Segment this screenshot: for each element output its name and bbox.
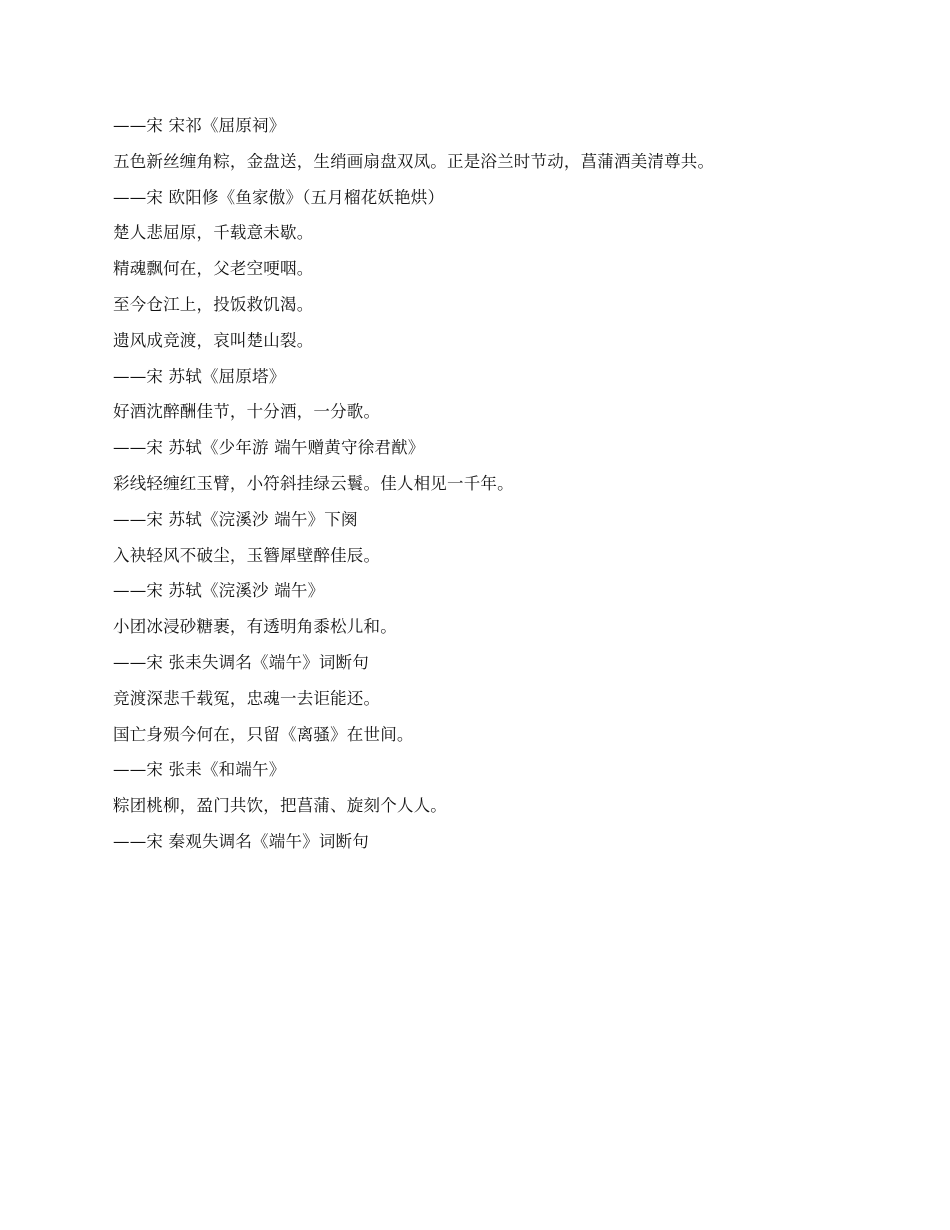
attribution-line: ——宋 张耒失调名《端午》词断句: [113, 652, 369, 672]
verse-line: 小团冰浸砂糖裹，有透明角黍松儿和。: [113, 617, 397, 637]
verse-line: 粽团桃柳，盈门共饮，把菖蒲、旋刻个人人。: [113, 796, 447, 816]
attribution-line: ——宋 欧阳修《鱼家傲》（五月榴花妖艳烘）: [113, 187, 445, 207]
attribution-line: ——宋 宋祁《屈原祠》: [113, 116, 286, 135]
verse-line: 遗风成竞渡，哀叫楚山裂。: [113, 330, 314, 350]
attribution-line: ——宋 苏轼《少年游 端午赠黄守徐君猷》: [113, 438, 425, 458]
attribution-line: ——宋 秦观失调名《端午》词断句: [113, 831, 369, 851]
verse-line: 国亡身殒今何在，只留《离骚》在世间。: [113, 724, 414, 744]
verse-line: 彩线轻缠红玉臂，小符斜挂绿云鬟。佳人相见一千年。: [113, 473, 514, 493]
attribution-line: ——宋 苏轼《浣溪沙 端午》下阕: [113, 509, 358, 529]
poem-text-block: [113, 108, 903, 860]
verse-line: 楚人悲屈原，千载意未歇。: [113, 223, 314, 243]
verse-line: 精魂飘何在，父老空哽咽。: [113, 259, 314, 279]
verse-line: 入袂轻风不破尘，玉簪犀壁醉佳辰。: [113, 545, 381, 565]
attribution-line: ——宋 张耒《和端午》: [113, 760, 286, 780]
attribution-line: ——宋 苏轼《屈原塔》: [113, 366, 286, 386]
verse-line: 竞渡深悲千载冤，忠魂一去讵能还。: [113, 688, 381, 708]
verse-line: 好酒沈醉酬佳节，十分酒，一分歌。: [113, 402, 381, 422]
verse-line: 五色新丝缠角粽，金盘送，生绡画扇盘双凤。正是浴兰时节动，菖蒲酒美清尊共。: [113, 151, 715, 171]
attribution-line: ——宋 苏轼《浣溪沙 端午》: [113, 581, 325, 601]
verse-line: 至今仓江上，投饭救饥渴。: [113, 294, 314, 314]
